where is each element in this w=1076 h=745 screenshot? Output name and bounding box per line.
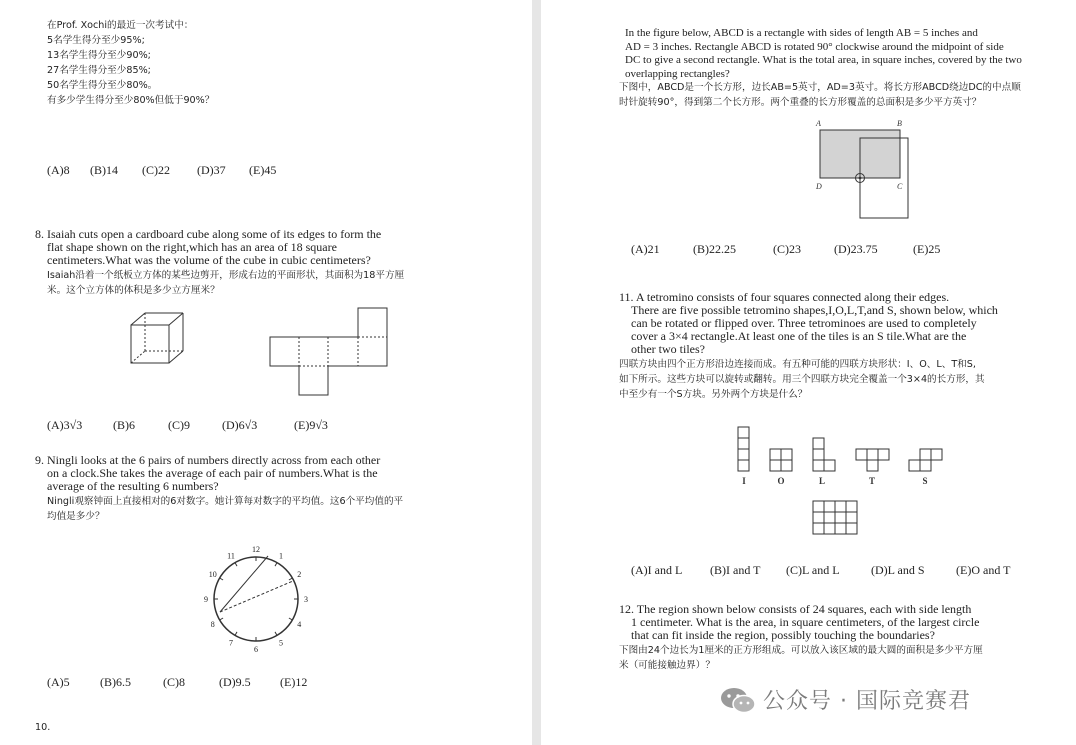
q8-text-cn [47, 268, 404, 298]
grid-cell [813, 501, 824, 512]
clock-number: 11 [227, 551, 235, 561]
q11-line: can be rotated or flipped over. Three tetrominoes are used to completely [631, 316, 977, 330]
grid-cell [846, 523, 857, 534]
q7-intro-line: 有多少学生得分至少80%但低于90%？ [47, 95, 215, 106]
clock-number: 5 [279, 638, 283, 648]
tetromino-i-cell [738, 460, 749, 471]
q8-choice-c[interactable]: (C)9 [168, 418, 190, 432]
clock-solid-chord [220, 556, 268, 612]
q8-line: flat shape shown on the right,which has an area of 18 square [47, 240, 337, 254]
q10-line: overlapping rectangles? [625, 67, 730, 80]
label-a: A [816, 119, 821, 128]
q12-line: 1 centimeter. What is the area, in square centimeters, of the largest circle [631, 615, 980, 629]
q9-choice-a[interactable]: (A)5 [47, 675, 70, 689]
left-page [0, 0, 532, 745]
q10-cn-line: 下图中，ABCD是一个长方形，边长AB=5英寸，AD=3英寸。将长方形ABCD绕边DC的中点顺 [619, 82, 1021, 93]
q11-line: 11. A tetromino consists of four squares connected along their edges. [619, 290, 950, 304]
clock-figure [200, 543, 312, 655]
q11-choice-a[interactable]: (A)I and L [631, 563, 683, 577]
tetromino-l-cell [813, 438, 824, 449]
shape-label: I [742, 476, 746, 486]
q8-choice-a[interactable]: (A)3√3 [47, 418, 83, 432]
tetromino-t-cell [867, 460, 878, 471]
grid-cell [813, 512, 824, 523]
q9-choice-d[interactable]: (D)9.5 [219, 675, 251, 689]
q10-text-en [625, 27, 1045, 81]
q9-choice-b[interactable]: (B)6.5 [100, 675, 131, 689]
tetromino-o-cell [770, 449, 781, 460]
q12-text-en [619, 603, 1049, 642]
q7-choice-a[interactable]: (A)8 [47, 163, 70, 177]
q11-line: cover a 3×4 rectangle.At least one of the tiles is an S tile.What are the [631, 329, 967, 343]
grid-cell [835, 501, 846, 512]
q12-line: that can fit inside the region, possibly touching the boundaries? [631, 628, 935, 642]
tetromino-t-cell [856, 449, 867, 460]
q9-choice-e[interactable]: (E)12 [280, 675, 308, 689]
q11-choice-d[interactable]: (D)L and S [871, 563, 925, 577]
q7-choice-b[interactable]: (B)14 [90, 163, 118, 177]
grid-cell [835, 523, 846, 534]
q9-cn-line: 均值是多少？ [47, 511, 105, 522]
clock-number: 10 [208, 570, 217, 579]
grid-cell [846, 512, 857, 523]
q10-choice-b[interactable]: (B)22.25 [693, 242, 736, 256]
q9-choice-c[interactable]: (C)8 [163, 675, 185, 689]
tetromino-i-cell [738, 449, 749, 460]
q7-intro-line: 5名学生得分至少95%; [47, 35, 145, 46]
q11-cn-line: 如下所示。这些方块可以旋转或翻转。用三个四联方块完全覆盖一个3×4的长方形，其 [619, 374, 985, 385]
q7-intro [47, 18, 214, 108]
q10-choice-a[interactable]: (A)21 [631, 242, 660, 256]
q11-choice-e[interactable]: (E)O and T [956, 563, 1011, 577]
tetromino-s-cell [920, 449, 931, 460]
q7-intro-line: 在Prof. Xochi的最近一次考试中： [47, 20, 194, 31]
net-figure [268, 306, 390, 398]
watermark [719, 684, 971, 715]
tetromino-o-cell [781, 460, 792, 471]
q8-choice-e[interactable]: (E)9√3 [294, 418, 328, 432]
grid-cell [846, 501, 857, 512]
q8-cn-line: Isaiah沿着一个纸板立方体的某些边剪开，形成右边的平面形状，其面积为18平方厘 [47, 270, 405, 281]
tetromino-l-cell [824, 460, 835, 471]
grid-cell [824, 501, 835, 512]
q12-text-cn [619, 643, 983, 673]
q12-line: 12. The region shown below consists of 24 squares, each with side length [619, 602, 972, 616]
q7-intro-line: 50名学生得分至少80%。 [47, 80, 158, 91]
q9-line: average of the resulting 6 numbers? [47, 479, 219, 493]
rotation-center-dot [859, 177, 862, 180]
tetromino-figure [726, 420, 951, 540]
q8-choice-b[interactable]: (B)6 [113, 418, 135, 432]
q11-cn-line: 四联方块由四个正方形沿边连接而成。有五种可能的四联方块形状：I、O、L、T和S, [619, 359, 976, 370]
shape-label: L [818, 476, 826, 486]
clock-number: 9 [204, 595, 208, 604]
clock-number: 7 [229, 638, 233, 648]
label-b: B [897, 119, 902, 128]
grid-cell [824, 512, 835, 523]
clock-number: 8 [210, 620, 215, 629]
three-by-four-grid [813, 501, 857, 534]
q8-choice-d[interactable]: (D)6√3 [222, 418, 258, 432]
tetromino-s-cell [920, 460, 931, 471]
tetromino-o-cell [770, 460, 781, 471]
q10-line: In the figure below, ABCD is a rectangle with sides of length AB = 5 inches and [625, 27, 978, 39]
rectangle-rotation-figure [809, 115, 919, 223]
q9-text-en [35, 454, 465, 493]
clock-number: 2 [297, 570, 302, 579]
q11-choice-b[interactable]: (B)I and T [710, 563, 761, 577]
label-d: D [816, 182, 822, 191]
tetromino-t-cell [867, 449, 878, 460]
q9-text-cn [47, 494, 403, 524]
q7-choice-c[interactable]: (C)22 [142, 163, 170, 177]
q10-line: AD = 3 inches. Rectangle ABCD is rotated 90° clockwise around the midpoint of side [625, 40, 1004, 53]
q7-choice-e[interactable]: (E)45 [249, 163, 277, 177]
tetromino-i-cell [738, 427, 749, 438]
q11-cn-line: 中至少有一个S方块。另外两个方块是什么？ [619, 389, 808, 400]
q8-line: 8. Isaiah cuts open a cardboard cube along some of its edges to form the [35, 227, 382, 241]
wechat-icon [719, 685, 757, 715]
q8-text-en [35, 228, 465, 267]
grid-cell [813, 523, 824, 534]
q8-line: centimeters.What was the volume of the cube in cubic centimeters? [47, 253, 371, 267]
right-page [541, 0, 1076, 745]
q7-choice-d[interactable]: (D)37 [197, 163, 226, 177]
shape-label: T [868, 476, 876, 486]
tetromino-l-cell [813, 460, 824, 471]
clock-number: 4 [297, 620, 302, 629]
q12-cn-line: 下图由24个边长为1厘米的正方形组成。可以放入该区域的最大圆的面积是多少平方厘 [619, 645, 983, 656]
tetromino-s-cell [909, 460, 920, 471]
clock-number: 3 [304, 595, 308, 604]
q11-line: other two tiles? [631, 342, 705, 356]
q10-text-cn [619, 80, 1021, 110]
cube-figure [125, 305, 190, 370]
q7-intro-line: 27名学生得分至少85%; [47, 65, 151, 76]
tetromino-o-cell [781, 449, 792, 460]
q10-cn-line: 时针旋转90°，得到第二个长方形。两个重叠的长方形覆盖的总面积是多少平方英寸？ [619, 97, 982, 108]
label-c: C [897, 182, 903, 191]
tetromino-l-cell [813, 449, 824, 460]
tetromino-s-cell [931, 449, 942, 460]
clock-number: 12 [252, 545, 260, 554]
q8-cn-line: 米。这个立方体的体积是多少立方厘米？ [47, 285, 220, 296]
q9-cn-line: Ningli观察钟面上直接相对的6对数字。她计算每对数字的平均值。这6个平均值的平 [47, 496, 404, 507]
watermark-text: 公众号 · 国际竞赛君 [763, 689, 971, 714]
q11-line: There are five possible tetromino shapes,I,O,L,T,and S, shown below, which [631, 303, 998, 317]
q11-text-en [619, 291, 1049, 356]
q11-text-cn [619, 357, 985, 402]
q9-line: on a clock.She takes the average of each pair of numbers.What is the [47, 466, 378, 480]
clock-number: 6 [254, 645, 258, 654]
q9-line: 9. Ningli looks at the 6 pairs of numbers directly across from each other [35, 453, 381, 467]
q11-choice-c[interactable]: (C)L and L [786, 563, 840, 577]
q10-choice-c[interactable]: (C)23 [773, 242, 801, 256]
clock-number: 1 [279, 551, 283, 561]
tetromino-t-cell [878, 449, 889, 460]
grid-cell [835, 512, 846, 523]
q12-cn-line: 米（可能接触边界）？ [619, 660, 715, 671]
shape-label: S [922, 476, 928, 486]
q10-line: DC to give a second rectangle. What is the total area, in square inches, covered by the two [625, 54, 1022, 66]
page-number: 10. [35, 722, 51, 733]
q7-intro-line: 13名学生得分至少90%; [47, 50, 151, 61]
q10-choice-e[interactable]: (E)25 [913, 242, 941, 256]
grid-cell [824, 523, 835, 534]
clock-dashed-chord [220, 581, 293, 612]
tetromino-i-cell [738, 438, 749, 449]
q10-choice-d[interactable]: (D)23.75 [834, 242, 878, 256]
shape-label: O [777, 476, 785, 486]
